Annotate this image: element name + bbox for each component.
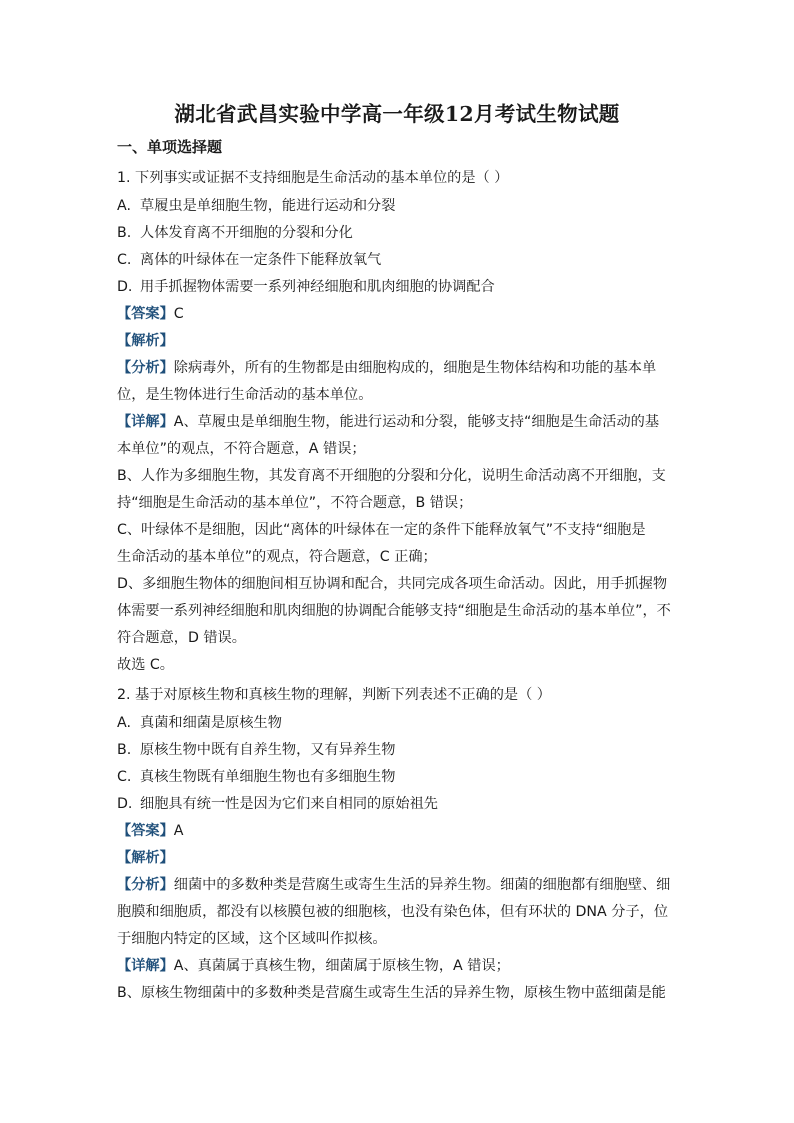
q1-xiangjie-line-5: C、叶绿体不是细胞，因此“离体的叶绿体在一定的条件下能释放氧气”不支持“细胞是: [117, 522, 646, 538]
fenxi-text: 除病毒外，所有的生物都是由细胞构成的，细胞是生物体结构和功能的基本单: [173, 360, 657, 376]
option-letter: A.: [117, 715, 131, 731]
option-letter: D.: [117, 796, 133, 812]
question-1-stem: 1. 下列事实或证据不支持细胞是生命活动的基本单位的是（ ）: [117, 170, 509, 186]
q2-option-d: [117, 794, 438, 814]
xiangjie-tag: 【详解】: [117, 958, 174, 974]
option-letter: C.: [117, 769, 132, 785]
q1-xiangjie-line-1: [117, 412, 659, 432]
q1-conclusion: 故选 C。: [117, 657, 174, 673]
analysis-tag: 【解析】: [117, 333, 174, 349]
xiangjie-text: A、真菌属于真核生物，细菌属于原核生物，A 错误；: [173, 958, 510, 974]
question-2-stem: 2. 基于对原核生物和真核生物的理解，判断下列表述不正确的是（ ）: [117, 687, 551, 703]
q2-answer: [117, 821, 183, 841]
fenxi-tag: 【分析】: [117, 360, 174, 376]
q2-xiangjie-line-1: [117, 956, 510, 976]
q2-option-a: [117, 713, 282, 733]
q1-analysis-heading: [117, 331, 174, 351]
option-letter: B.: [117, 742, 132, 758]
q2-option-c: [117, 767, 395, 787]
q1-xiangjie-line-6: 生命活动的基本单位”的观点，符合题意，C 正确；: [117, 549, 437, 565]
answer-value: A: [173, 823, 184, 839]
answer-tag: 【答案】: [117, 823, 174, 839]
option-text: 真菌和细菌是原核生物: [140, 715, 282, 731]
fenxi-text: 细菌中的多数种类是营腐生或寄生生活的异养生物。细菌的细胞都有细胞壁、细: [173, 877, 671, 893]
q1-xiangjie-line-8: 体需要一系列神经细胞和肌肉细胞的协调配合能够支持“细胞是生命活动的基本单位”，不: [117, 603, 671, 619]
answer-tag: 【答案】: [117, 306, 174, 322]
q1-option-d: [117, 277, 495, 297]
q2-option-b: [117, 740, 395, 760]
q1-xiangjie-line-4: 持“细胞是生命活动的基本单位”，不符合题意，B 错误；: [117, 495, 473, 511]
answer-value: C: [173, 306, 184, 322]
option-letter: B.: [117, 225, 132, 241]
xiangjie-tag: 【详解】: [117, 414, 174, 430]
q2-xiangjie-line-2: B、原核生物细菌中的多数种类是营腐生或寄生生活的异养生物，原核生物中蓝细菌是能: [117, 985, 666, 1001]
option-text: 离体的叶绿体在一定条件下能释放氧气: [140, 252, 382, 268]
q2-fenxi-line-1: [117, 875, 670, 895]
option-letter: A.: [117, 198, 131, 214]
q1-fenxi-line-1: [117, 358, 656, 378]
q2-fenxi-line-2: 胞膜和细胞质，都没有以核膜包被的细胞核，也没有染色体，但有环状的 DNA 分子，位: [117, 904, 669, 920]
option-letter: D.: [117, 279, 133, 295]
section-heading: 一、单项选择题: [117, 138, 223, 156]
q1-xiangjie-line-7: D、多细胞生物体的细胞间相互协调和配合，共同完成各项生命活动。因此，用手抓握物: [117, 576, 668, 592]
option-letter: C.: [117, 252, 132, 268]
q1-fenxi-line-2: 位，是生物体进行生命活动的基本单位。: [117, 387, 373, 403]
option-text: 原核生物中既有自养生物，又有异养生物: [140, 742, 396, 758]
q1-option-b: [117, 223, 353, 243]
option-text: 真核生物既有单细胞生物也有多细胞生物: [140, 769, 396, 785]
page-title: 湖北省武昌实验中学高一年级12月考试生物试题: [174, 102, 620, 126]
option-text: 人体发育离不开细胞的分裂和分化: [140, 225, 353, 241]
q1-xiangjie-line-2: 本单位”的观点，不符合题意，A 错误；: [117, 441, 366, 457]
q2-fenxi-line-3: 于细胞内特定的区域，这个区域叫作拟核。: [117, 931, 387, 947]
q1-answer: [117, 304, 184, 324]
q1-xiangjie-line-9: 符合题意，D 错误。: [117, 630, 246, 646]
xiangjie-text: A、草履虫是单细胞生物，能进行运动和分裂，能够支持“细胞是生命活动的基: [173, 414, 660, 430]
q1-option-c: [117, 250, 381, 270]
fenxi-tag: 【分析】: [117, 877, 174, 893]
q2-analysis-heading: [117, 848, 174, 868]
analysis-tag: 【解析】: [117, 850, 174, 866]
option-text: 细胞具有统一性是因为它们来自相同的原始祖先: [140, 796, 438, 812]
option-text: 草履虫是单细胞生物，能进行运动和分裂: [140, 198, 396, 214]
option-text: 用手抓握物体需要一系列神经细胞和肌肉细胞的协调配合: [140, 279, 495, 295]
q1-xiangjie-line-3: B、人作为多细胞生物，其发育离不开细胞的分裂和分化，说明生命活动离不开细胞，支: [117, 468, 666, 484]
q1-option-a: [117, 196, 395, 216]
